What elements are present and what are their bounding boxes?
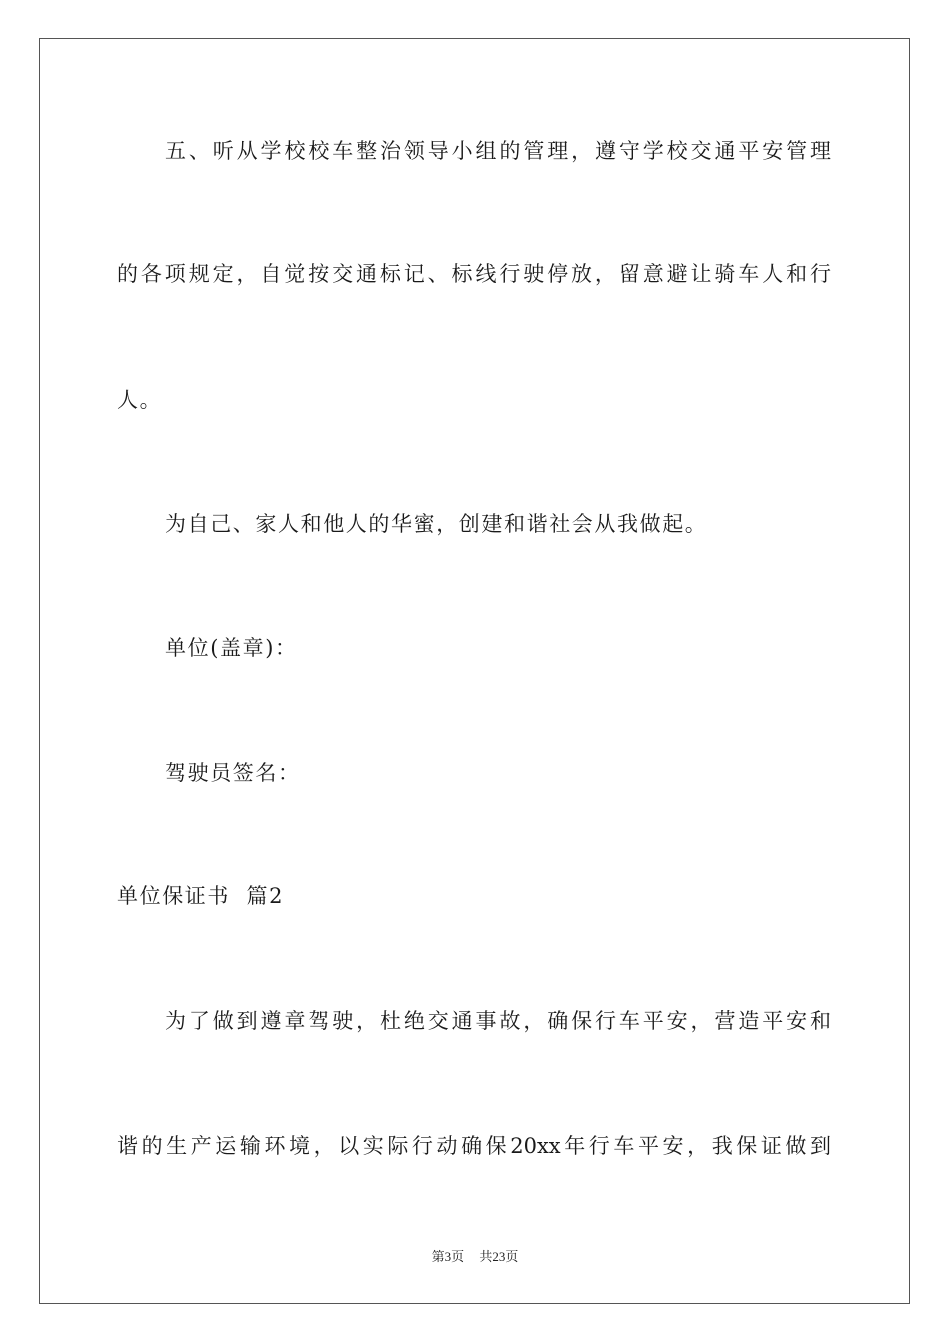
page-border: [39, 38, 910, 1304]
section-heading: 单位保证书 篇2: [117, 884, 285, 908]
paragraph-line: 谐的生产运输环境，以实际行动确保20xx年行车平安，我保证做到: [117, 1134, 831, 1158]
paragraph-line: 的各项规定，自觉按交通标记、标线行驶停放，留意避让骑车人和行: [117, 262, 831, 286]
page-footer: [0, 1248, 950, 1266]
paragraph-line: 人。: [117, 388, 163, 412]
paragraph-line: 为自己、家人和他人的华蜜，创建和谐社会从我做起。: [165, 512, 708, 536]
page-total: 共23页: [479, 1249, 519, 1264]
paragraph-line: 为了做到遵章驾驶，杜绝交通事故，确保行车平安，营造平安和: [165, 1009, 831, 1033]
page-number: 第3页: [431, 1249, 465, 1264]
paragraph-line: 五、听从学校校车整治领导小组的管理，遵守学校交通平安管理: [165, 139, 831, 163]
driver-signature-label: 驾驶员签名：: [165, 761, 301, 785]
stamp-label: 单位(盖章)：: [165, 636, 298, 660]
